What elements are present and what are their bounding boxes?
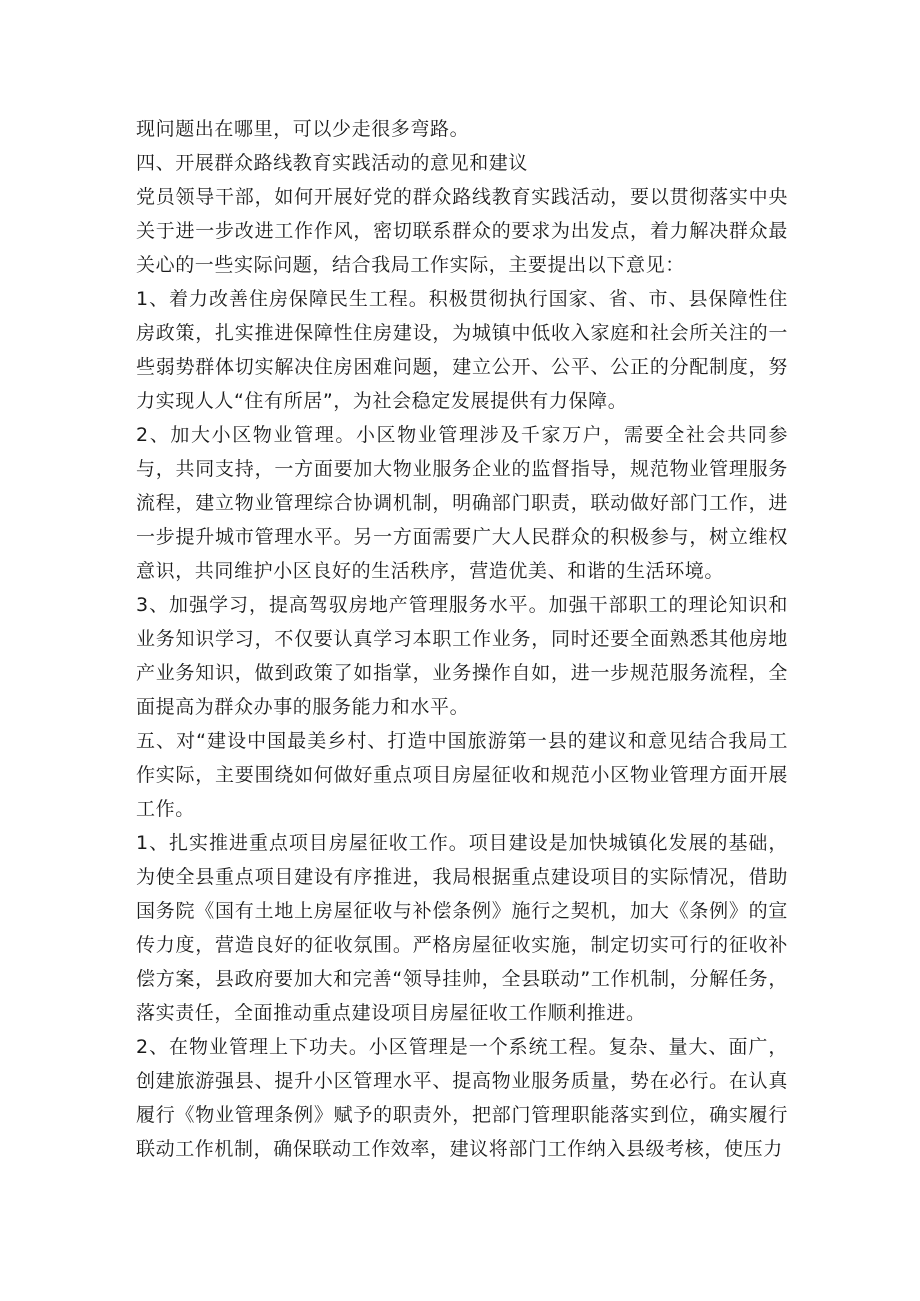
- paragraph-intro: 党员领导干部，如何开展好党的群众路线教育实践活动，要以贯彻落实中央关于进一步改进工作作风，密切联系群众的要求为出发点，着力解决群众最关心的一些实际问题，结合我局工作实际，主要提出以下意见：: [136, 186, 788, 276]
- section-heading-four: 四、开展群众路线教育实践活动的意见和建议: [136, 152, 529, 174]
- section-heading-five: 五、对“建设中国最美乡村、打造中国旅游第一县的建议和意见结合我局工作实际，主要围绕如何做好重点项目房屋征收和规范小区物业管理方面开展工作。: [136, 730, 788, 820]
- paragraph-item-learning: 3、加强学习，提高驾驭房地产管理服务水平。加强干部职工的理论知识和业务知识学习，不仅要认真学习本职工作业务，同时还要全面熟悉其他房地产业务知识，做到政策了如指掌，业务操作自如，进一步规范服务流程，全面提高为群众办事的服务能力和水平。: [136, 594, 788, 718]
- paragraph-item-expropriation: 1、扎实推进重点项目房屋征收工作。项目建设是加快城镇化发展的基础，为使全县重点项目建设有序推进，我局根据重点建设项目的实际情况，借助国务院《国有土地上房屋征收与补偿条例》施行之契机，加大《条例》的宣传力度，营造良好的征收氛围。严格房屋征收实施，制定切实可行的征收补偿方案，县政府要加大和完善“领导挂帅，全县联动”工作机制，分解任务，落实责任，全面推动重点建设项目房屋征收工作顺利推进。: [136, 832, 788, 1024]
- paragraph-item-property-management: 2、加大小区物业管理。小区物业管理涉及千家万户，需要全社会共同参与，共同支持，一方面要加大物业服务企业的监督指导，规范物业管理服务流程，建立物业管理综合协调机制，明确部门职责，联动做好部门工作，进一步提升城市管理水平。另一方面需要广大人民群众的积极参与，树立维权意识，共同维护小区良好的生活秩序，营造优美、和谐的生活环境。: [136, 424, 788, 582]
- paragraph-item-housing: 1、着力改善住房保障民生工程。积极贯彻执行国家、省、市、县保障性住房政策，扎实推进保障性住房建设，为城镇中低收入家庭和社会所关注的一些弱势群体切实解决住房困难问题，建立公开、公平、公正的分配制度，努力实现人人“住有所居”，为社会稳定发展提供有力保障。: [136, 288, 788, 412]
- document-body: [136, 112, 788, 1166]
- paragraph-continuation: 现问题出在哪里，可以少走很多弯路。: [136, 118, 470, 140]
- paragraph-item-property-effort: 2、在物业管理上下功夫。小区管理是一个系统工程。复杂、量大、面广，创建旅游强县、提升小区管理水平、提高物业服务质量，势在必行。在认真履行《物业管理条例》赋予的职责外，把部门管理职能落实到位，确实履行联动工作机制，确保联动工作效率，建议将部门工作纳入县级考核，使压力: [136, 1036, 788, 1160]
